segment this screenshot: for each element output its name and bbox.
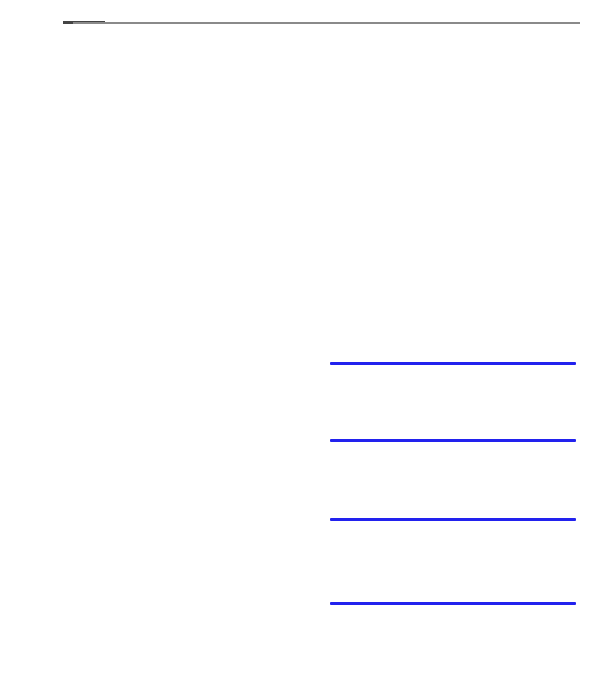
- param-row-thickness: [427, 116, 469, 133]
- divider-line: [330, 602, 576, 605]
- param-row-inner: [427, 82, 469, 99]
- divider-line: [330, 518, 576, 521]
- disc-spring-diagram: [60, 48, 390, 198]
- characteristic-curves-chart: [62, 358, 310, 676]
- load-displacement-mini-chart: [413, 612, 563, 672]
- load-displacement-mini-chart: [413, 535, 563, 595]
- divider-line: [330, 439, 576, 442]
- header-rule: [73, 22, 580, 24]
- param-row-outer: [427, 99, 469, 116]
- load-displacement-mini-chart: [413, 370, 563, 430]
- load-displacement-mini-chart: [413, 452, 563, 512]
- parameter-list: [427, 82, 469, 150]
- param-row-height: [427, 133, 469, 150]
- divider-line: [330, 362, 576, 365]
